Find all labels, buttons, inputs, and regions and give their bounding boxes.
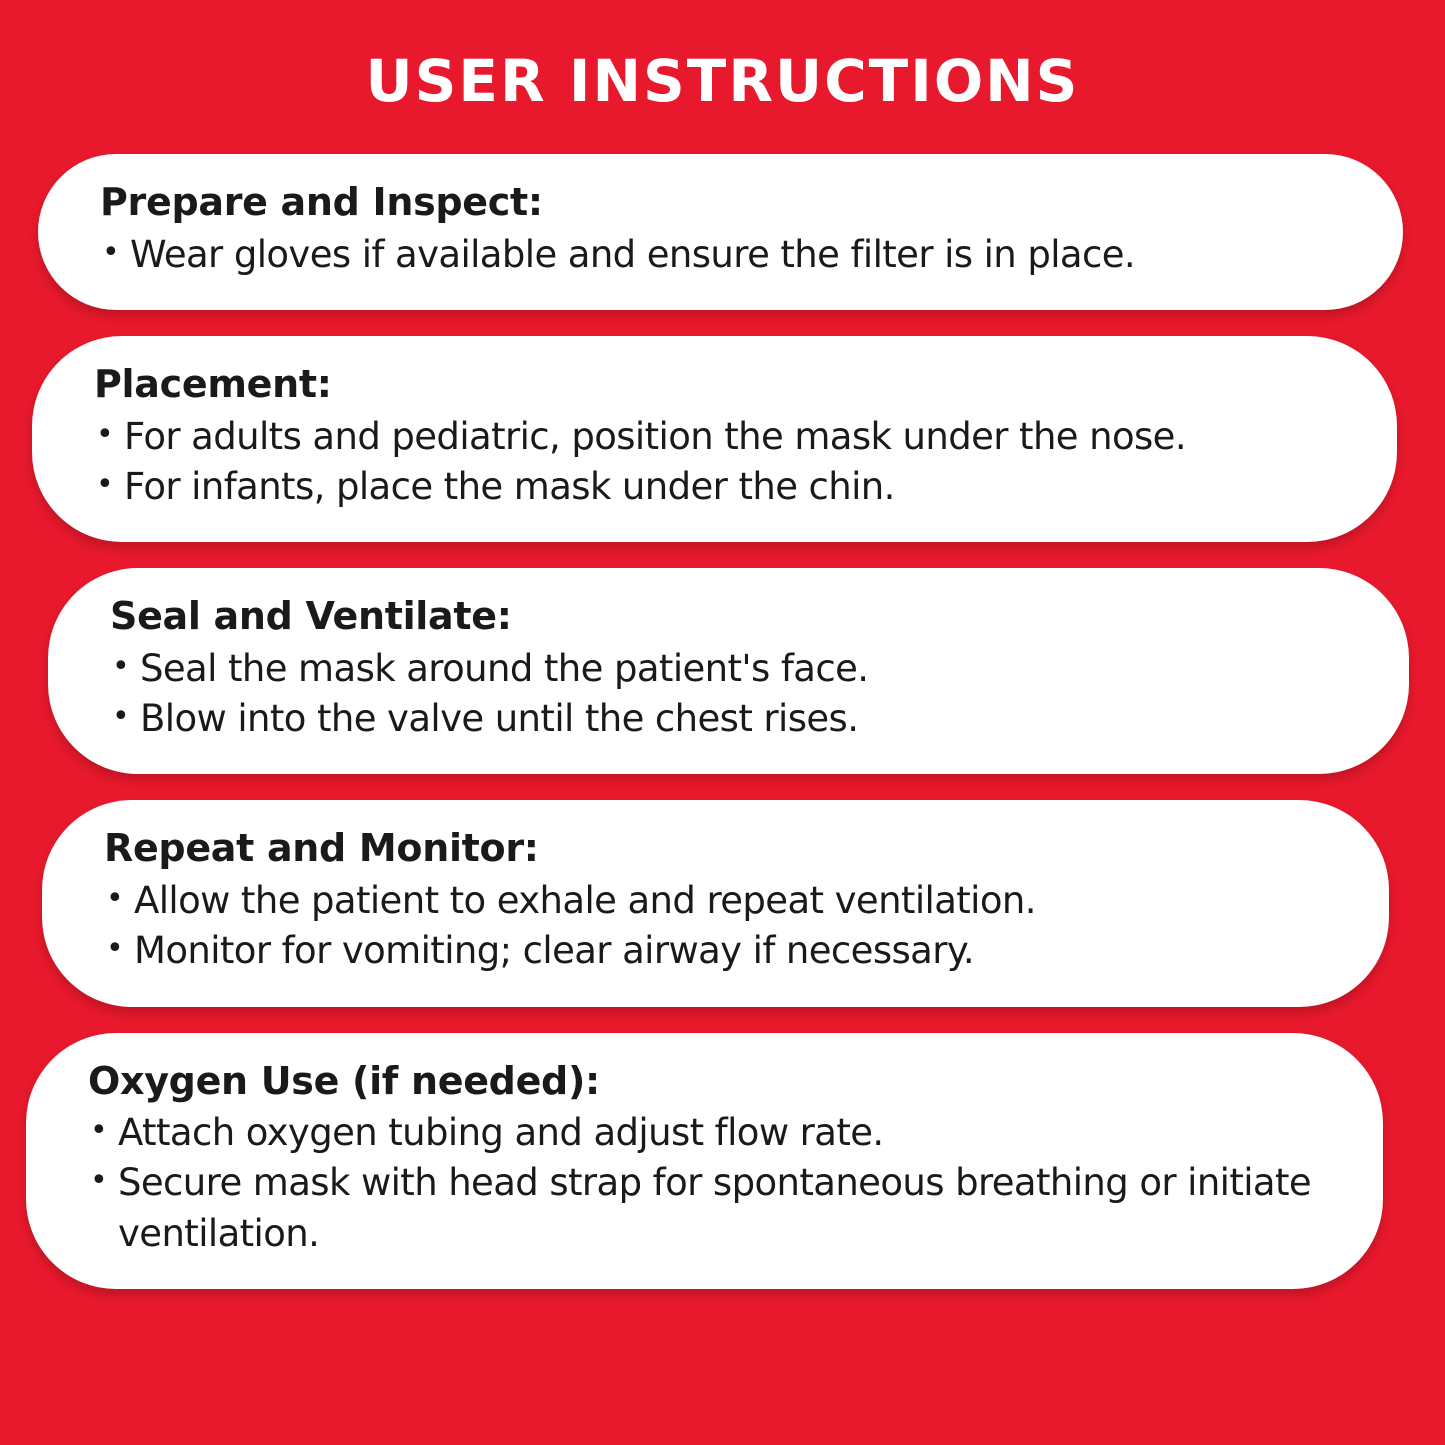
- card-bullet-list: [110, 644, 1347, 745]
- card-heading: Oxygen Use (if needed):: [88, 1058, 600, 1103]
- list-item: • Secure mask with head strap for spontaneous breathing or initiate ventilation.: [88, 1158, 1321, 1259]
- instruction-card-repeat-and-monitor: [42, 800, 1389, 1006]
- instruction-card-placement: [32, 336, 1397, 542]
- card-heading: Prepare and Inspect:: [100, 180, 543, 224]
- list-item: • Allow the patient to exhale and repeat ventilation.: [104, 876, 1327, 926]
- instruction-card-list: [0, 154, 1445, 1289]
- list-item: • Seal the mask around the patient's face.: [110, 644, 1347, 694]
- card-bullet-list: [88, 1108, 1321, 1259]
- list-item: • Monitor for vomiting; clear airway if necessary.: [104, 926, 1327, 976]
- instruction-card-prepare-and-inspect: [38, 154, 1403, 310]
- card-heading: Seal and Ventilate:: [110, 594, 512, 639]
- card-bullet-list: [104, 876, 1327, 977]
- card-bullet-list: [100, 230, 1341, 280]
- card-bullet-list: [94, 412, 1335, 513]
- page-title: USER INSTRUCTIONS: [365, 47, 1080, 115]
- card-heading: Repeat and Monitor:: [104, 826, 539, 871]
- card-heading: Placement:: [94, 361, 332, 406]
- list-item: • For infants, place the mask under the chin.: [94, 462, 1335, 512]
- list-item: • Blow into the valve until the chest rises.: [110, 694, 1347, 744]
- instruction-card-oxygen-use: [26, 1033, 1383, 1290]
- instruction-card-seal-and-ventilate: [48, 568, 1409, 774]
- list-item: • For adults and pediatric, position the mask under the nose.: [94, 412, 1335, 462]
- list-item: • Wear gloves if available and ensure the filter is in place.: [100, 230, 1341, 280]
- list-item: • Attach oxygen tubing and adjust flow rate.: [88, 1108, 1321, 1158]
